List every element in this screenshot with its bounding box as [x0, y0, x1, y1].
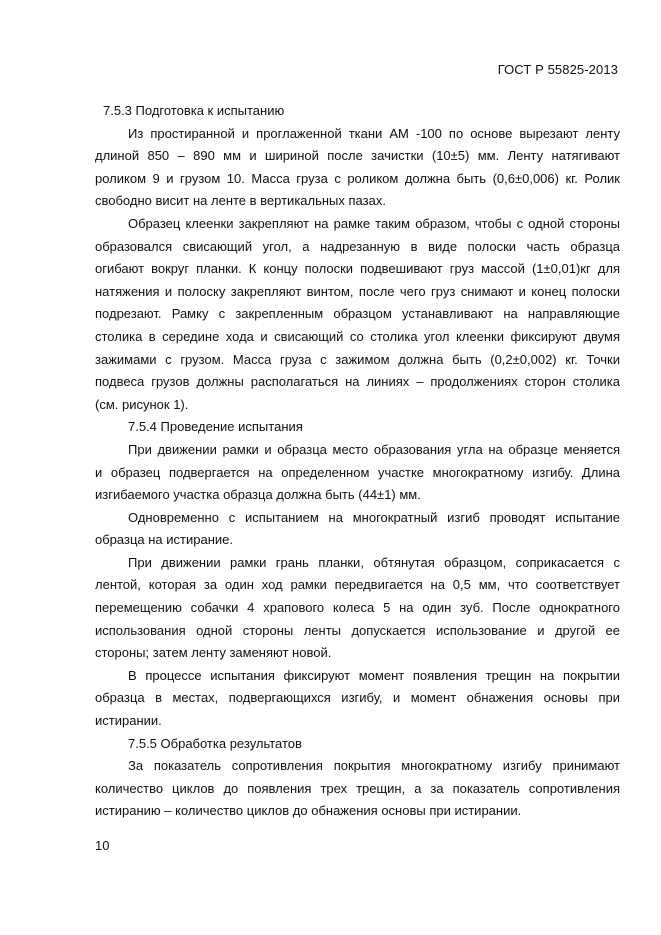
paragraph-line: длиной 850 – 890 мм и шириной после зачистки (10±5) мм. Ленту натягивают — [95, 148, 620, 164]
paragraph-line: Из простиранной и проглаженной ткани АМ -100 по основе вырезают ленту — [128, 125, 620, 141]
paragraph-line: перемещению собачки 4 храпового колеса 5 на один зуб. После однократного — [95, 600, 620, 616]
paragraph-line: (см. рисунок 1). — [95, 396, 189, 412]
paragraph-line: Одновременно с испытанием на многократный изгиб проводят испытание — [128, 509, 620, 525]
paragraph-line: истиранию – количество циклов до обнажения основы при истирании. — [95, 803, 522, 819]
paragraph-line: столика в середине хода и свисающий со столика угол клеенки фиксируют двумя — [95, 328, 620, 344]
paragraph-line: При движении рамки и образца место образования угла на образце меняется — [128, 441, 620, 457]
paragraph-tape-movement — [95, 552, 620, 665]
paragraph-abrasion — [95, 507, 620, 552]
section-heading-7-5-3: 7.5.3 Подготовка к испытанию — [103, 103, 285, 118]
paragraph-cracks — [95, 665, 620, 733]
paragraph-line: образца в местах, подвергающихся изгибу, и момент обнажения основы при — [95, 690, 620, 706]
section-heading-7-5-4: 7.5.4 Проведение испытания — [128, 419, 303, 435]
paragraph-sample-fixing — [95, 213, 620, 416]
paragraph-line: свободно висит на ленте в вертикальных пазах. — [95, 193, 386, 209]
paragraph-line: При движении рамки грань планки, обтянутая образцом, соприкасается с — [128, 554, 620, 570]
paragraph-line: количество циклов до появления трех трещин, а за показатель сопротивления — [95, 780, 620, 796]
paragraph-line: стороны; затем ленту заменяют новой. — [95, 645, 332, 661]
paragraph-line: и образец подвергается на определенном участке многократному изгибу. Длина — [95, 464, 620, 480]
section-heading-7-5-5: 7.5.5 Обработка результатов — [128, 735, 302, 751]
paragraph-line: За показатель сопротивления покрытия многократному изгибу принимают — [128, 758, 620, 774]
paragraph-line: образца на истирание. — [95, 532, 233, 548]
paragraph-line: использования одной стороны ленты допускается использование и другой ее — [95, 622, 620, 638]
paragraph-line: лентой, которая за один ход рамки передвигается на 0,5 мм, что соответствует — [95, 577, 620, 593]
paragraph-results — [95, 755, 620, 823]
document-body — [95, 100, 620, 823]
paragraph-line: В процессе испытания фиксируют момент появления трещин на покрытии — [128, 667, 620, 683]
paragraph-line: натяжения и полоску закрепляют винтом, после чего груз снимают и конец полоски — [95, 283, 620, 299]
paragraph-fabric-tape — [95, 123, 620, 213]
paragraph-line: подрезают. Рамку с закрепленным образцом устанавливают на направляющие — [95, 306, 620, 322]
paragraph-line: подвеса грузов должны располагаться на линиях – продолжениях сторон столика — [95, 374, 620, 390]
paragraph-line: роликом 9 и грузом 10. Масса груза с роликом должна быть (0,6±0,006) кг. Ролик — [95, 170, 620, 186]
paragraph-line: образовался свисающий угол, а надрезанную в виде полоски часть образца — [95, 238, 620, 254]
paragraph-line: зажимами с грузом. Масса груза с зажимом должна быть (0,2±0,002) кг. Точки — [95, 351, 620, 367]
paragraph-line: Образец клеенки закрепляют на рамке таким образом, чтобы с одной стороны — [128, 215, 620, 231]
paragraph-line: огибают вокруг планки. К концу полоски подвешивают груз массой (1±0,01)кг для — [95, 261, 620, 277]
paragraph-line: истирании. — [95, 713, 162, 729]
paragraph-line: изгибаемого участка образца должна быть (44±1) мм. — [95, 487, 421, 503]
paragraph-bending — [95, 439, 620, 507]
page-number: 10 — [95, 838, 110, 853]
document-code: ГОСТ Р 55825-2013 — [497, 62, 618, 77]
